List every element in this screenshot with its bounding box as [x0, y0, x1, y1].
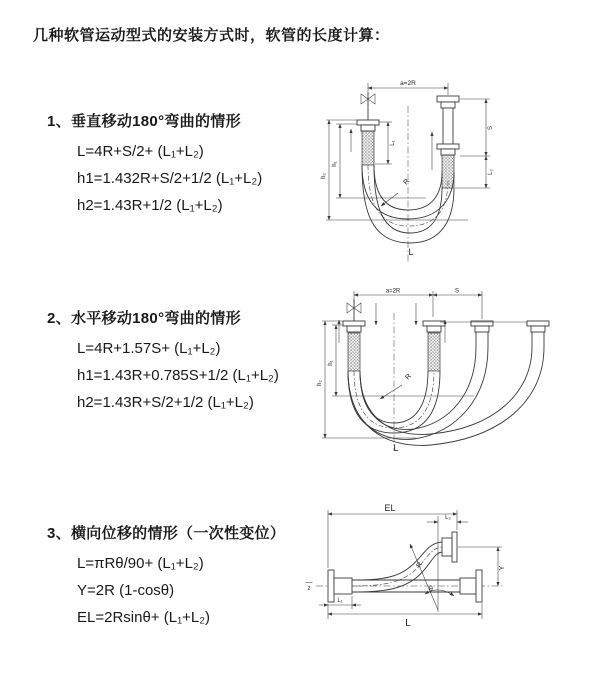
dim-label-l1: L₁ [337, 598, 343, 604]
dim-label-h2: h₂ [321, 173, 327, 179]
formula-line: EL=2Rsinθ+ (L₁+L₂) [77, 609, 211, 626]
length-label: L [393, 443, 399, 453]
braided-section [362, 131, 374, 165]
radius-label: R [415, 561, 425, 569]
displaced-flange-1 [471, 321, 493, 347]
formula-line: L=πRθ/90+ (L₁+L₂) [77, 555, 204, 572]
axis-mark: z [307, 586, 311, 592]
dim-label-s: S [488, 125, 494, 131]
right-flange [437, 96, 459, 188]
radius-label: R [402, 177, 411, 187]
length-label: L [405, 618, 411, 629]
braided-section [442, 155, 454, 188]
dim-label-y: Y [499, 565, 506, 571]
formula-line: L=4R+1.57S+ (L₁+L₂) [77, 340, 221, 357]
formula-line: h1=1.43R+0.785S+1/2 (L₁+L₂) [77, 367, 279, 384]
section-3 [47, 522, 285, 631]
dim-label-width: a=2R [400, 80, 416, 87]
length-label: L [408, 247, 414, 257]
formula-line: h2=1.43R+1/2 (L₁+L₂) [77, 197, 223, 214]
formula-line: Y=2R (1-cosθ) [77, 582, 175, 599]
displaced-flange-2 [527, 321, 549, 347]
dim-label-l2: L₂ [488, 169, 494, 175]
right-flange [460, 570, 482, 602]
section-3-heading: 3、横向位移的情形（一次性变位） [47, 525, 286, 542]
dim-label-el: EL [384, 503, 396, 513]
formula-line: L=4R+S/2+ (L₁+L₂) [77, 143, 204, 160]
braided-section [428, 333, 440, 371]
section-2-heading: 2、水平移动180°弯曲的情形 [47, 310, 241, 327]
dim-label-h2: h₂ [317, 380, 323, 386]
diagram-horizontal-180-bend [316, 283, 600, 455]
dim-label-l2: L₂ [445, 515, 451, 521]
section-2 [47, 307, 279, 416]
dim-label-s: S [454, 288, 460, 295]
diagram-vertical-180-bend [318, 72, 568, 264]
dimension-lines [306, 510, 503, 619]
left-flange [357, 120, 379, 165]
section-1-heading: 1、垂直移动180°弯曲的情形 [47, 113, 241, 130]
dim-label-width: a=2R [385, 288, 401, 295]
valve-icon [361, 92, 375, 120]
upper-flange [442, 532, 457, 562]
page-title: 几种软管运动型式的安装方式时，软管的长度计算： [33, 27, 390, 44]
s-curve-hose [352, 542, 442, 592]
formula-line: h2=1.43R+S/2+1/2 (L₁+L₂) [77, 394, 254, 411]
diagram-lateral-displacement [300, 498, 600, 658]
left-flange [343, 321, 365, 371]
dim-label-h1: h₁ [328, 360, 334, 366]
dim-label-h1: h₁ [332, 161, 338, 167]
section-1 [47, 110, 262, 219]
dim-label-l1: L₁ [390, 140, 396, 146]
middle-flange [423, 321, 445, 371]
formula-line: h1=1.432R+S/2+1/2 (L₁+L₂) [77, 170, 263, 187]
braided-section [348, 333, 360, 371]
radius-label: R [404, 372, 413, 382]
angle-label: θ [429, 586, 433, 593]
